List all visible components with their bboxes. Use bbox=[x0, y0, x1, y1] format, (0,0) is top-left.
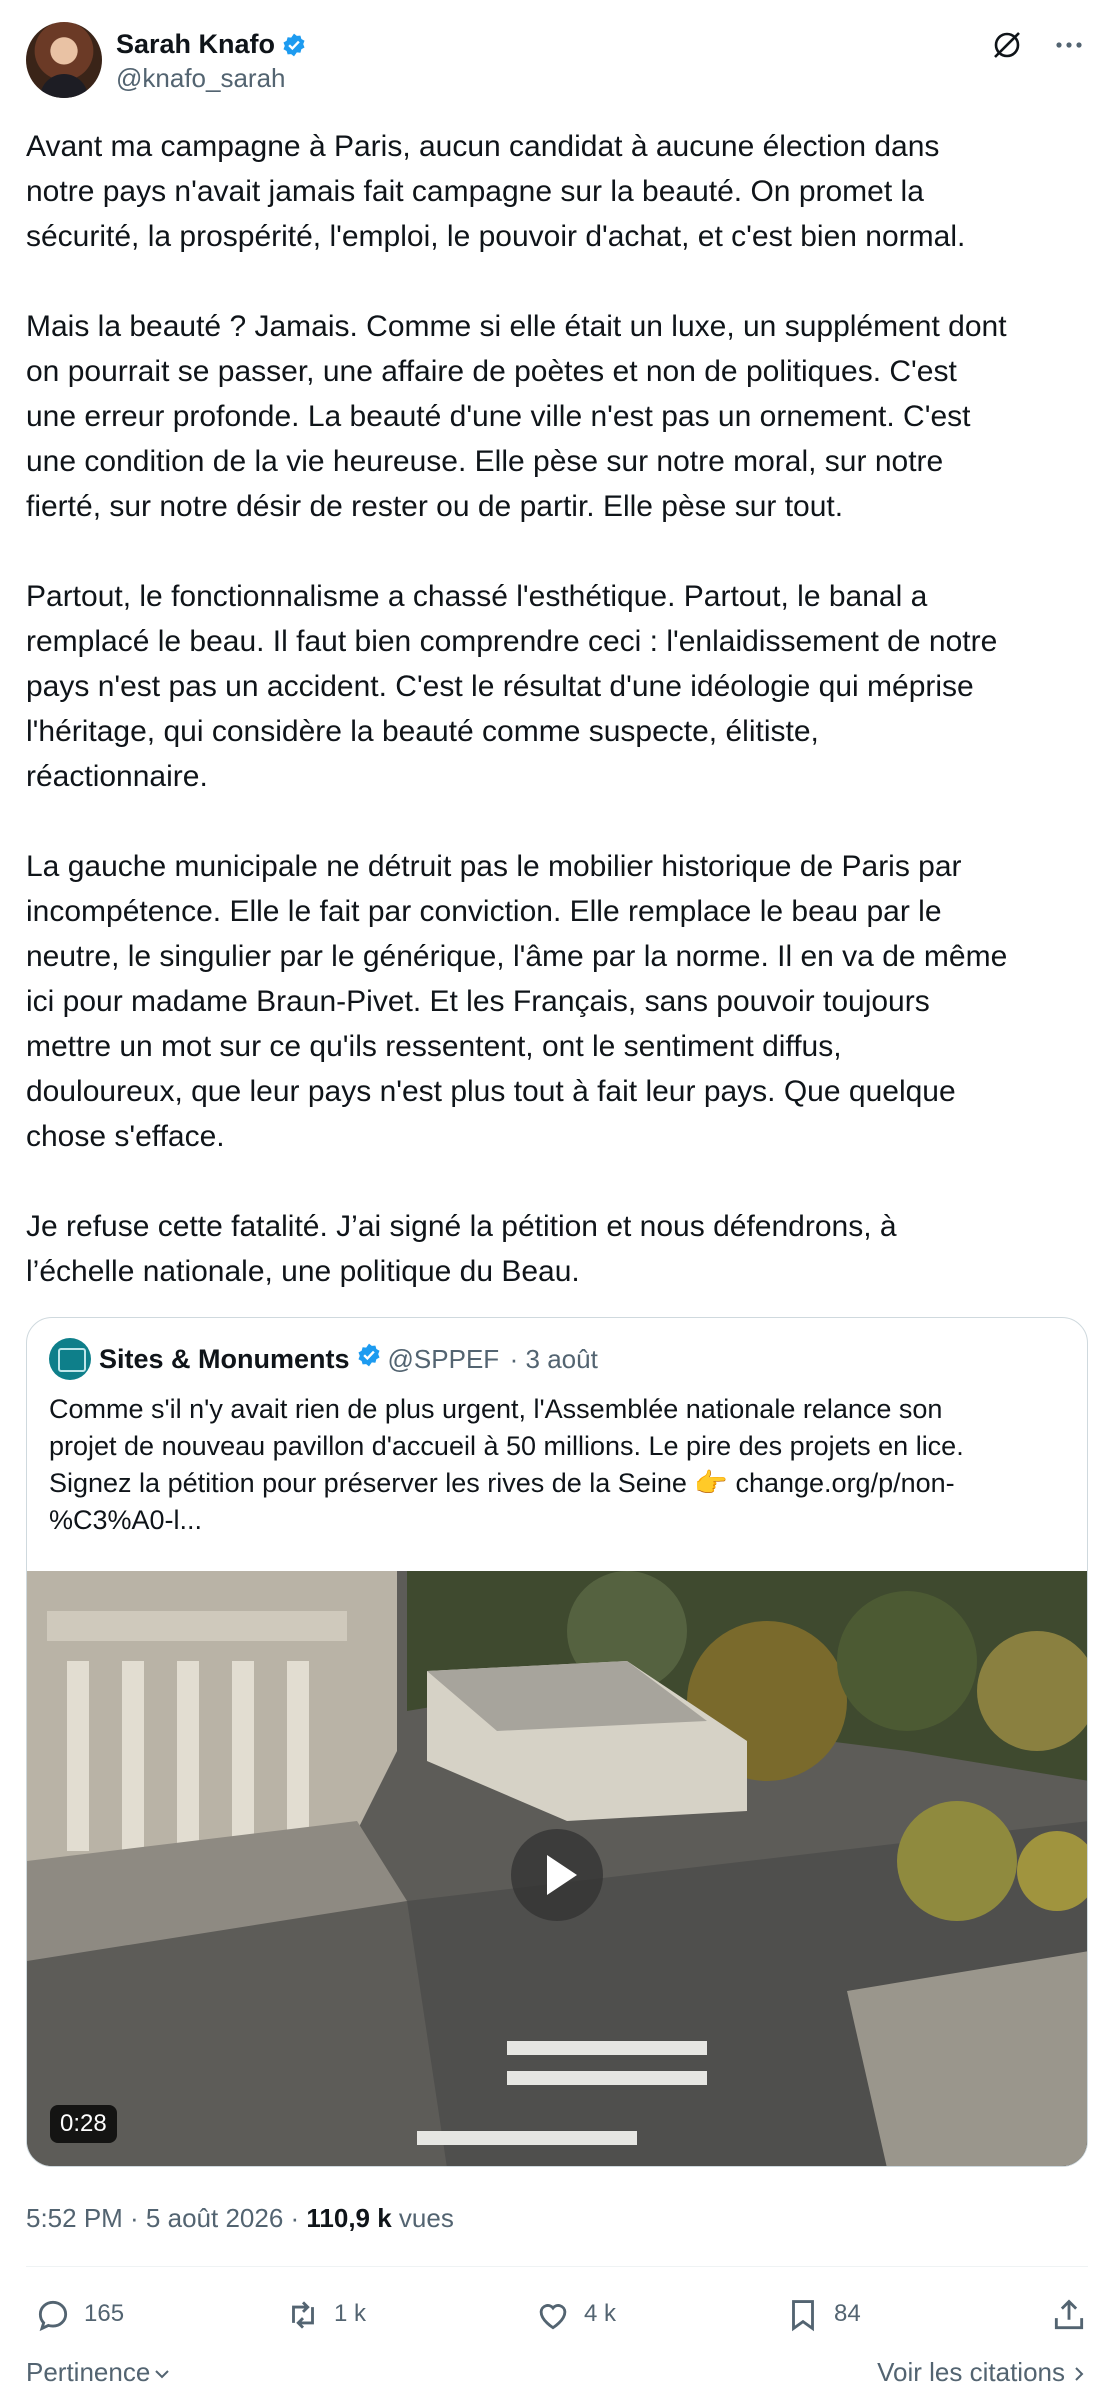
video-duration: 0:28 bbox=[50, 2105, 117, 2143]
tweet-meta bbox=[26, 2201, 454, 2235]
repost-icon bbox=[284, 2296, 322, 2334]
video-player[interactable] bbox=[27, 1571, 1088, 2167]
views-label: vues bbox=[391, 2203, 454, 2233]
view-quotes-label: Voir les citations bbox=[877, 2357, 1065, 2387]
quoted-tweet-header bbox=[49, 1338, 598, 1380]
author-name-text[interactable]: Sarah Knafo bbox=[116, 29, 276, 59]
quoted-author-handle[interactable]: @SPPEF bbox=[387, 1343, 500, 1374]
action-bar bbox=[26, 2290, 1088, 2338]
bookmark-button[interactable] bbox=[784, 2290, 861, 2338]
timestamp[interactable]: 5:52 PM · 5 août 2026 · bbox=[26, 2203, 307, 2233]
tweet-text: Avant ma campagne à Paris, aucun candidat à aucune élection dans notre pays n'avait jamais fait campagne sur la beauté. On promet la sécurité, la prospérité, l'emploi, le pouvoir d'achat, et c'est bien normal. Mais la beauté ? Jamais. Comme si elle était un luxe, un supplément dont on pourrait se passer, une affaire de poètes et non de politiques. C'est une erreur profonde. La beauté d'une ville n'est pas un ornement. C'est une condition de la vie heureuse. Elle pèse sur notre moral, sur notre fierté, sur notre désir de rester ou de partir. Elle pèse sur tout. Partout, le fonctionnalisme a chassé l'esthétique. Partout, le banal a remplacé le beau. Il faut bien comprendre ceci : l'enlaidissement de notre pays n'est pas un accident. C'est le résultat d'une idéologie qui méprise l'héritage, qui considère la beauté comme suspecte, élitiste, réactionnaire. La gauche municipale ne détruit pas le mobilier historique de Paris par incompétence. Elle le fait par conviction. Elle remplace le beau par le neutre, le singulier par le générique, l'âme par la norme. Il en va de même ici pour madame Braun-Pivet. Et les Français, sans pouvoir toujours mettre un mot sur ce qu'ils ressentent, ont le sentiment diffus, douloureux, que leur pays n'est plus tout à fait leur pays. Que quelque chose s'efface. Je refuse cette fatalité. J’ai signé la pétition et nous défendrons, à l’échelle nationale, une politique du Beau. bbox=[26, 130, 1008, 1288]
like-count: 4 k bbox=[584, 2300, 617, 2327]
share-button[interactable] bbox=[1050, 2290, 1088, 2338]
more-options-icon[interactable] bbox=[1052, 28, 1086, 62]
reply-count: 165 bbox=[84, 2300, 125, 2327]
heart-icon bbox=[534, 2296, 572, 2334]
play-button[interactable] bbox=[511, 1829, 603, 1921]
divider bbox=[26, 2266, 1088, 2267]
sort-dropdown[interactable] bbox=[26, 2355, 172, 2389]
quoted-tweet[interactable] bbox=[26, 1317, 1088, 2167]
repost-button[interactable] bbox=[284, 2290, 366, 2338]
bookmark-count: 84 bbox=[834, 2300, 861, 2327]
repost-count: 1 k bbox=[334, 2300, 367, 2327]
tweet-header bbox=[26, 22, 1086, 98]
share-icon bbox=[1050, 2296, 1088, 2334]
verified-badge-icon bbox=[356, 1342, 382, 1368]
reply-icon bbox=[34, 2296, 72, 2334]
author-handle[interactable]: @knafo_sarah bbox=[116, 63, 286, 93]
verified-badge-icon bbox=[281, 32, 307, 58]
author-name[interactable] bbox=[116, 28, 307, 60]
views-count: 110,9 k bbox=[306, 2203, 392, 2233]
quoted-author-name[interactable]: Sites & Monuments bbox=[99, 1343, 350, 1374]
grok-icon[interactable] bbox=[990, 28, 1024, 62]
sort-label: Pertinence bbox=[26, 2357, 151, 2387]
chevron-right-icon bbox=[1069, 2364, 1089, 2384]
view-quotes-link[interactable] bbox=[877, 2355, 1089, 2389]
reply-button[interactable] bbox=[34, 2290, 124, 2338]
quoted-avatar[interactable] bbox=[49, 1338, 91, 1380]
avatar[interactable] bbox=[26, 22, 102, 98]
bookmark-icon bbox=[784, 2296, 822, 2334]
chevron-down-icon bbox=[152, 2364, 172, 2384]
like-button[interactable] bbox=[534, 2290, 616, 2338]
quoted-tweet-text: Comme s'il n'y avait rien de plus urgent, l'Assemblée nationale relance son projet de nouveau pavillon d'accueil à 50 millions. Le pire des projets en lice. Signez la pétition pour préserver les rives de la Seine 👉 change.org/p/non- %C3%A0-l... bbox=[49, 1394, 964, 1535]
quoted-date[interactable]: · 3 août bbox=[509, 1343, 598, 1374]
